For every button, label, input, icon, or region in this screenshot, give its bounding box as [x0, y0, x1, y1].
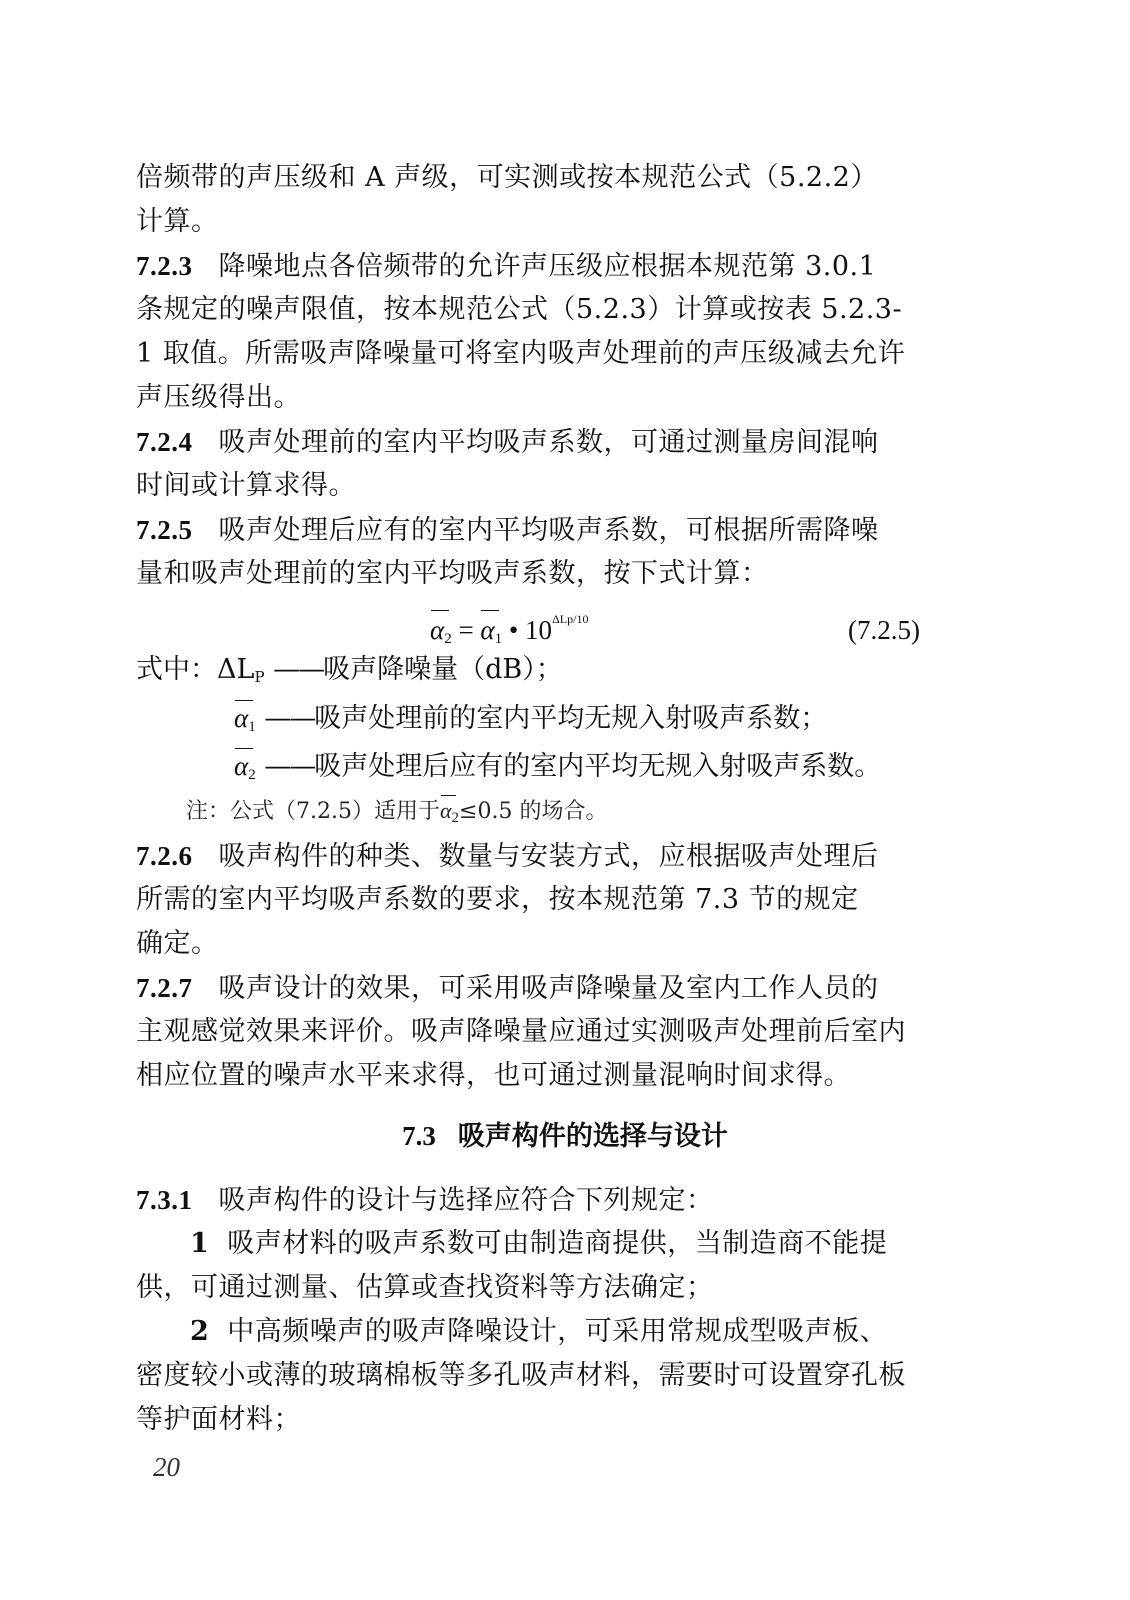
clause-number: 7.2.7 — [136, 973, 193, 1003]
paragraph-line: 供，可通过测量、估算或查找资料等方法确定； — [136, 1272, 714, 1303]
legend-dash: —— — [273, 654, 324, 685]
equation-number: (7.2.5) — [848, 615, 920, 645]
note-text: ≤0.5 的场合。 — [459, 799, 608, 824]
page-number: 20 — [153, 1452, 180, 1482]
legend-intro-subscript: P — [254, 668, 265, 686]
clause-7-2-6 — [136, 838, 944, 875]
list-item-2 — [190, 1314, 944, 1350]
item-number: 2 — [190, 1316, 210, 1347]
legend-text: 吸声降噪量（dB）； — [323, 654, 563, 685]
clause-number: 7.2.6 — [136, 841, 193, 871]
item-text: 吸声材料的吸声系数可由制造商提供，当制造商不能提 — [227, 1228, 888, 1259]
legend-row-alpha1 — [234, 700, 827, 745]
clause-text: 吸声设计的效果，可采用吸声降噪量及室内工作人员的 — [218, 973, 879, 1004]
paragraph-line: 密度较小或薄的玻璃棉板等多孔吸声材料，需要时可设置穿孔板 — [136, 1360, 906, 1391]
legend-text: 吸声处理后应有的室内平均无规入射吸声系数。 — [314, 751, 882, 782]
paragraph-line: 等护面材料； — [136, 1404, 301, 1435]
clause-text: 吸声构件的设计与选择应符合下列规定： — [218, 1185, 714, 1216]
legend-row-alpha2 — [234, 748, 881, 793]
exponent: ΔLp/10 — [552, 612, 589, 626]
clause-7-2-5 — [136, 512, 944, 549]
note-text: 注：公式（7.2.5）适用于 — [186, 799, 440, 824]
clause-7-3-1 — [136, 1182, 944, 1219]
item-text: 中高频噪声的吸声降噪设计，可采用常规成型吸声板、 — [227, 1316, 888, 1347]
clause-7-2-4 — [136, 424, 944, 461]
alpha1-symbol: $\alpha_1$ — [234, 700, 256, 745]
paragraph-line: 主观感觉效果来评价。吸声降噪量应通过实测吸声处理前后室内 — [136, 1016, 906, 1047]
section-heading-7-3 — [0, 1118, 1130, 1155]
clause-number: 7.2.4 — [136, 427, 193, 457]
clause-number: 7.3.1 — [136, 1185, 193, 1215]
paragraph-line: 条规定的噪声限值，按本规范公式（5.2.3）计算或按表 5.2.3- — [136, 294, 903, 325]
paragraph-line: 确定。 — [136, 928, 219, 959]
paragraph-line: 声压级得出。 — [136, 382, 301, 413]
clause-number: 7.2.3 — [136, 251, 193, 281]
paragraph-line: 量和吸声处理前的室内平均吸声系数，按下式计算： — [136, 558, 769, 589]
alpha2-symbol: $\alpha_2$ — [430, 610, 452, 659]
clause-text: 降噪地点各倍频带的允许声压级应根据本规范第 3.0.1 — [218, 251, 877, 282]
paragraph-line: 1 取值。所需吸声降噪量可将室内吸声处理前的声压级减去允许 — [136, 338, 906, 369]
paragraph-line: 相应位置的噪声水平来求得，也可通过测量混响时间求得。 — [136, 1060, 851, 1091]
paragraph-line: 时间或计算求得。 — [136, 470, 356, 501]
formula-note — [186, 795, 607, 834]
clause-text: 吸声处理前的室内平均吸声系数，可通过测量房间混响 — [218, 427, 879, 458]
multiplier: • 10 — [502, 615, 553, 645]
clause-7-2-7 — [136, 970, 944, 1007]
clause-text: 吸声构件的种类、数量与安装方式，应根据吸声处理后 — [218, 841, 879, 872]
legend-dash: —— — [264, 751, 315, 782]
legend-dash: —— — [264, 703, 315, 734]
section-title: 吸声构件的选择与设计 — [457, 1121, 728, 1152]
clause-text: 吸声处理后应有的室内平均吸声系数，可根据所需降噪 — [218, 515, 879, 546]
paragraph-line: 所需的室内平均吸声系数的要求，按本规范第 7.3 节的规定 — [136, 884, 859, 915]
alpha2-symbol: $\alpha_2$ — [440, 795, 459, 834]
legend-intro: 式中：ΔL — [136, 654, 255, 685]
paragraph-line: 计算。 — [136, 206, 219, 237]
clause-number: 7.2.5 — [136, 515, 193, 545]
list-item-1 — [190, 1226, 944, 1262]
legend-text: 吸声处理前的室内平均无规入射吸声系数； — [314, 703, 828, 734]
alpha1-symbol: $\alpha_1$ — [480, 610, 502, 659]
legend-row-delta-lp — [136, 652, 563, 695]
alpha2-symbol: $\alpha_2$ — [234, 748, 256, 793]
equals-sign: = — [451, 615, 481, 645]
item-number: 1 — [190, 1228, 210, 1259]
clause-7-2-3 — [136, 248, 944, 285]
section-number: 7.3 — [402, 1121, 436, 1151]
paragraph-line: 倍频带的声压级和 A 声级，可实测或按本规范公式（5.2.2） — [136, 162, 878, 193]
